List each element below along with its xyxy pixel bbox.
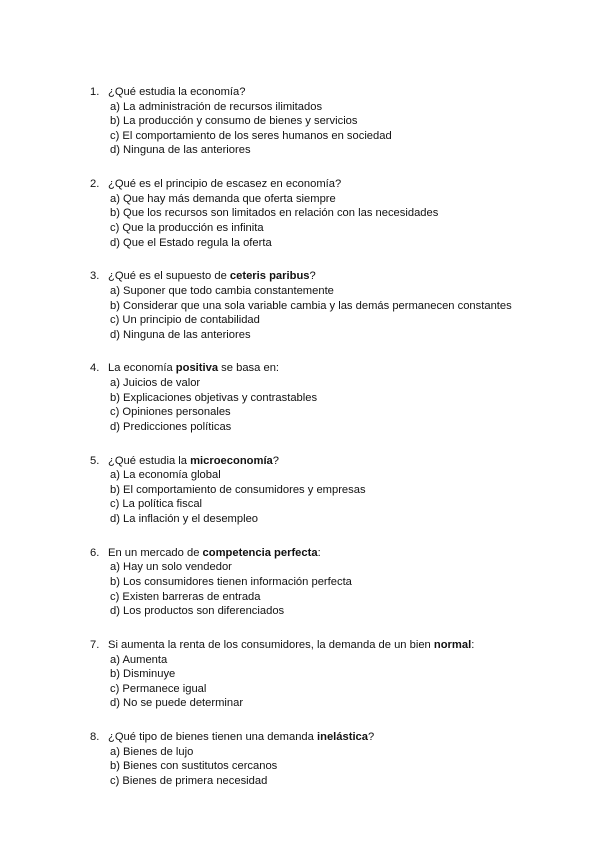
answer-option: b) Bienes con sustitutos cercanos bbox=[110, 760, 278, 773]
answer-options bbox=[90, 653, 590, 711]
question-text bbox=[108, 269, 316, 284]
answer-option: b) Que los recursos son limitados en relación con las necesidades bbox=[110, 207, 439, 220]
question-key-term: microeconomía bbox=[190, 454, 273, 467]
question-line bbox=[90, 546, 590, 561]
answer-option: d) La inflación y el desempleo bbox=[110, 513, 259, 525]
answer-options bbox=[90, 192, 590, 250]
question-text-start: ¿Qué estudia la bbox=[108, 454, 191, 467]
answer-option: d) Ninguna de las anteriores bbox=[110, 328, 251, 341]
answer-option: d) Los productos son diferenciados bbox=[110, 605, 285, 618]
answer-option: d) Ninguna de las anteriores bbox=[110, 144, 251, 157]
question-text-end: ? bbox=[368, 731, 375, 744]
question-text bbox=[108, 730, 374, 745]
question-line bbox=[90, 454, 590, 469]
question-number: 3. bbox=[90, 270, 100, 283]
question-text-start: ¿Qué es el supuesto de bbox=[108, 270, 230, 283]
answer-options bbox=[90, 100, 590, 158]
answer-option: a) Aumenta bbox=[110, 653, 168, 666]
answer-option: b) Explicaciones objetivas y contrastables bbox=[110, 391, 318, 404]
question-key-term: positiva bbox=[175, 362, 219, 375]
question-line bbox=[90, 730, 590, 745]
question-text bbox=[108, 177, 341, 192]
question-number: 4. bbox=[90, 362, 100, 375]
question-number: 1. bbox=[90, 86, 100, 98]
answer-option: d) Predicciones políticas bbox=[110, 420, 232, 433]
question-item bbox=[90, 177, 590, 250]
question-number: 7. bbox=[90, 638, 100, 651]
answer-option: c) La política fiscal bbox=[110, 498, 203, 511]
question-line bbox=[90, 269, 590, 284]
answer-options bbox=[90, 376, 590, 434]
question-item bbox=[90, 546, 590, 619]
question-line bbox=[90, 85, 590, 100]
question-number: 8. bbox=[90, 731, 100, 744]
answer-options bbox=[90, 284, 590, 342]
answer-option: b) Los consumidores tienen información perfecta bbox=[110, 575, 352, 588]
question-number: 2. bbox=[90, 178, 100, 191]
answer-option: a) Suponer que todo cambia constantemente bbox=[110, 284, 334, 297]
answer-option: c) Opiniones personales bbox=[110, 406, 231, 419]
answer-option: d) Que el Estado regula la oferta bbox=[110, 236, 272, 249]
answer-option: a) Juicios de valor bbox=[110, 377, 201, 390]
question-line bbox=[90, 638, 590, 653]
answer-option: c) El comportamiento de los seres humanos en sociedad bbox=[110, 129, 392, 142]
answer-option: b) Disminuye bbox=[110, 668, 176, 681]
question-text-start: ¿Qué es el principio de escasez en economía? bbox=[108, 178, 342, 191]
question-text-start: Si aumenta la renta de los consumidores, la demanda de un bien bbox=[108, 638, 434, 651]
question-text-start: En un mercado de bbox=[108, 546, 203, 559]
question-item bbox=[90, 638, 590, 711]
answer-option: a) Que hay más demanda que oferta siempre bbox=[110, 192, 336, 205]
question-item bbox=[90, 269, 590, 342]
answer-option: c) Bienes de primera necesidad bbox=[110, 774, 268, 787]
question-text bbox=[108, 454, 279, 469]
question-text bbox=[108, 85, 245, 100]
question-text-start: ¿Qué estudia la economía? bbox=[108, 86, 246, 98]
question-key-term: normal bbox=[433, 638, 472, 651]
answer-option: b) El comportamiento de consumidores y empresas bbox=[110, 483, 366, 496]
question-list bbox=[90, 85, 590, 808]
answer-option: b) La producción y consumo de bienes y servicios bbox=[110, 115, 358, 128]
question-key-term: inelástica bbox=[317, 731, 368, 744]
question-line bbox=[90, 177, 590, 192]
question-text-start: La economía bbox=[108, 362, 176, 375]
answer-option: a) La economía global bbox=[110, 469, 221, 482]
question-line bbox=[90, 361, 590, 376]
question-number: 5. bbox=[90, 454, 100, 467]
question-key-term: ceteris paribus bbox=[229, 270, 310, 283]
question-text-end: : bbox=[317, 546, 321, 559]
question-text bbox=[108, 546, 321, 561]
answer-option: a) Bienes de lujo bbox=[110, 745, 194, 758]
answer-option: a) La administración de recursos ilimitados bbox=[110, 100, 323, 113]
answer-option: b) Considerar que una sola variable cambia y las demás permanecen constantes bbox=[110, 299, 512, 312]
question-item bbox=[90, 361, 590, 434]
answer-options bbox=[90, 745, 590, 789]
question-item bbox=[90, 85, 590, 158]
answer-option: c) Un principio de contabilidad bbox=[110, 314, 260, 327]
answer-options bbox=[90, 468, 590, 526]
answer-option: a) Hay un solo vendedor bbox=[110, 561, 232, 574]
answer-option: c) Que la producción es infinita bbox=[110, 221, 264, 234]
answer-options bbox=[90, 560, 590, 618]
question-text-end: : bbox=[471, 638, 475, 651]
question-text bbox=[108, 361, 279, 376]
answer-option: c) Permanece igual bbox=[110, 682, 207, 695]
question-text-end: se basa en: bbox=[218, 362, 280, 375]
question-key-term: competencia perfecta bbox=[202, 546, 318, 559]
question-text-end: ? bbox=[309, 270, 316, 283]
question-item bbox=[90, 454, 590, 527]
question-item bbox=[90, 730, 590, 788]
question-text bbox=[108, 638, 474, 653]
question-text-start: ¿Qué tipo de bienes tienen una demanda bbox=[108, 731, 317, 744]
answer-option: c) Existen barreras de entrada bbox=[110, 590, 261, 603]
question-text-end: ? bbox=[272, 454, 280, 467]
question-number: 6. bbox=[90, 546, 100, 559]
answer-option: d) No se puede determinar bbox=[110, 697, 244, 710]
